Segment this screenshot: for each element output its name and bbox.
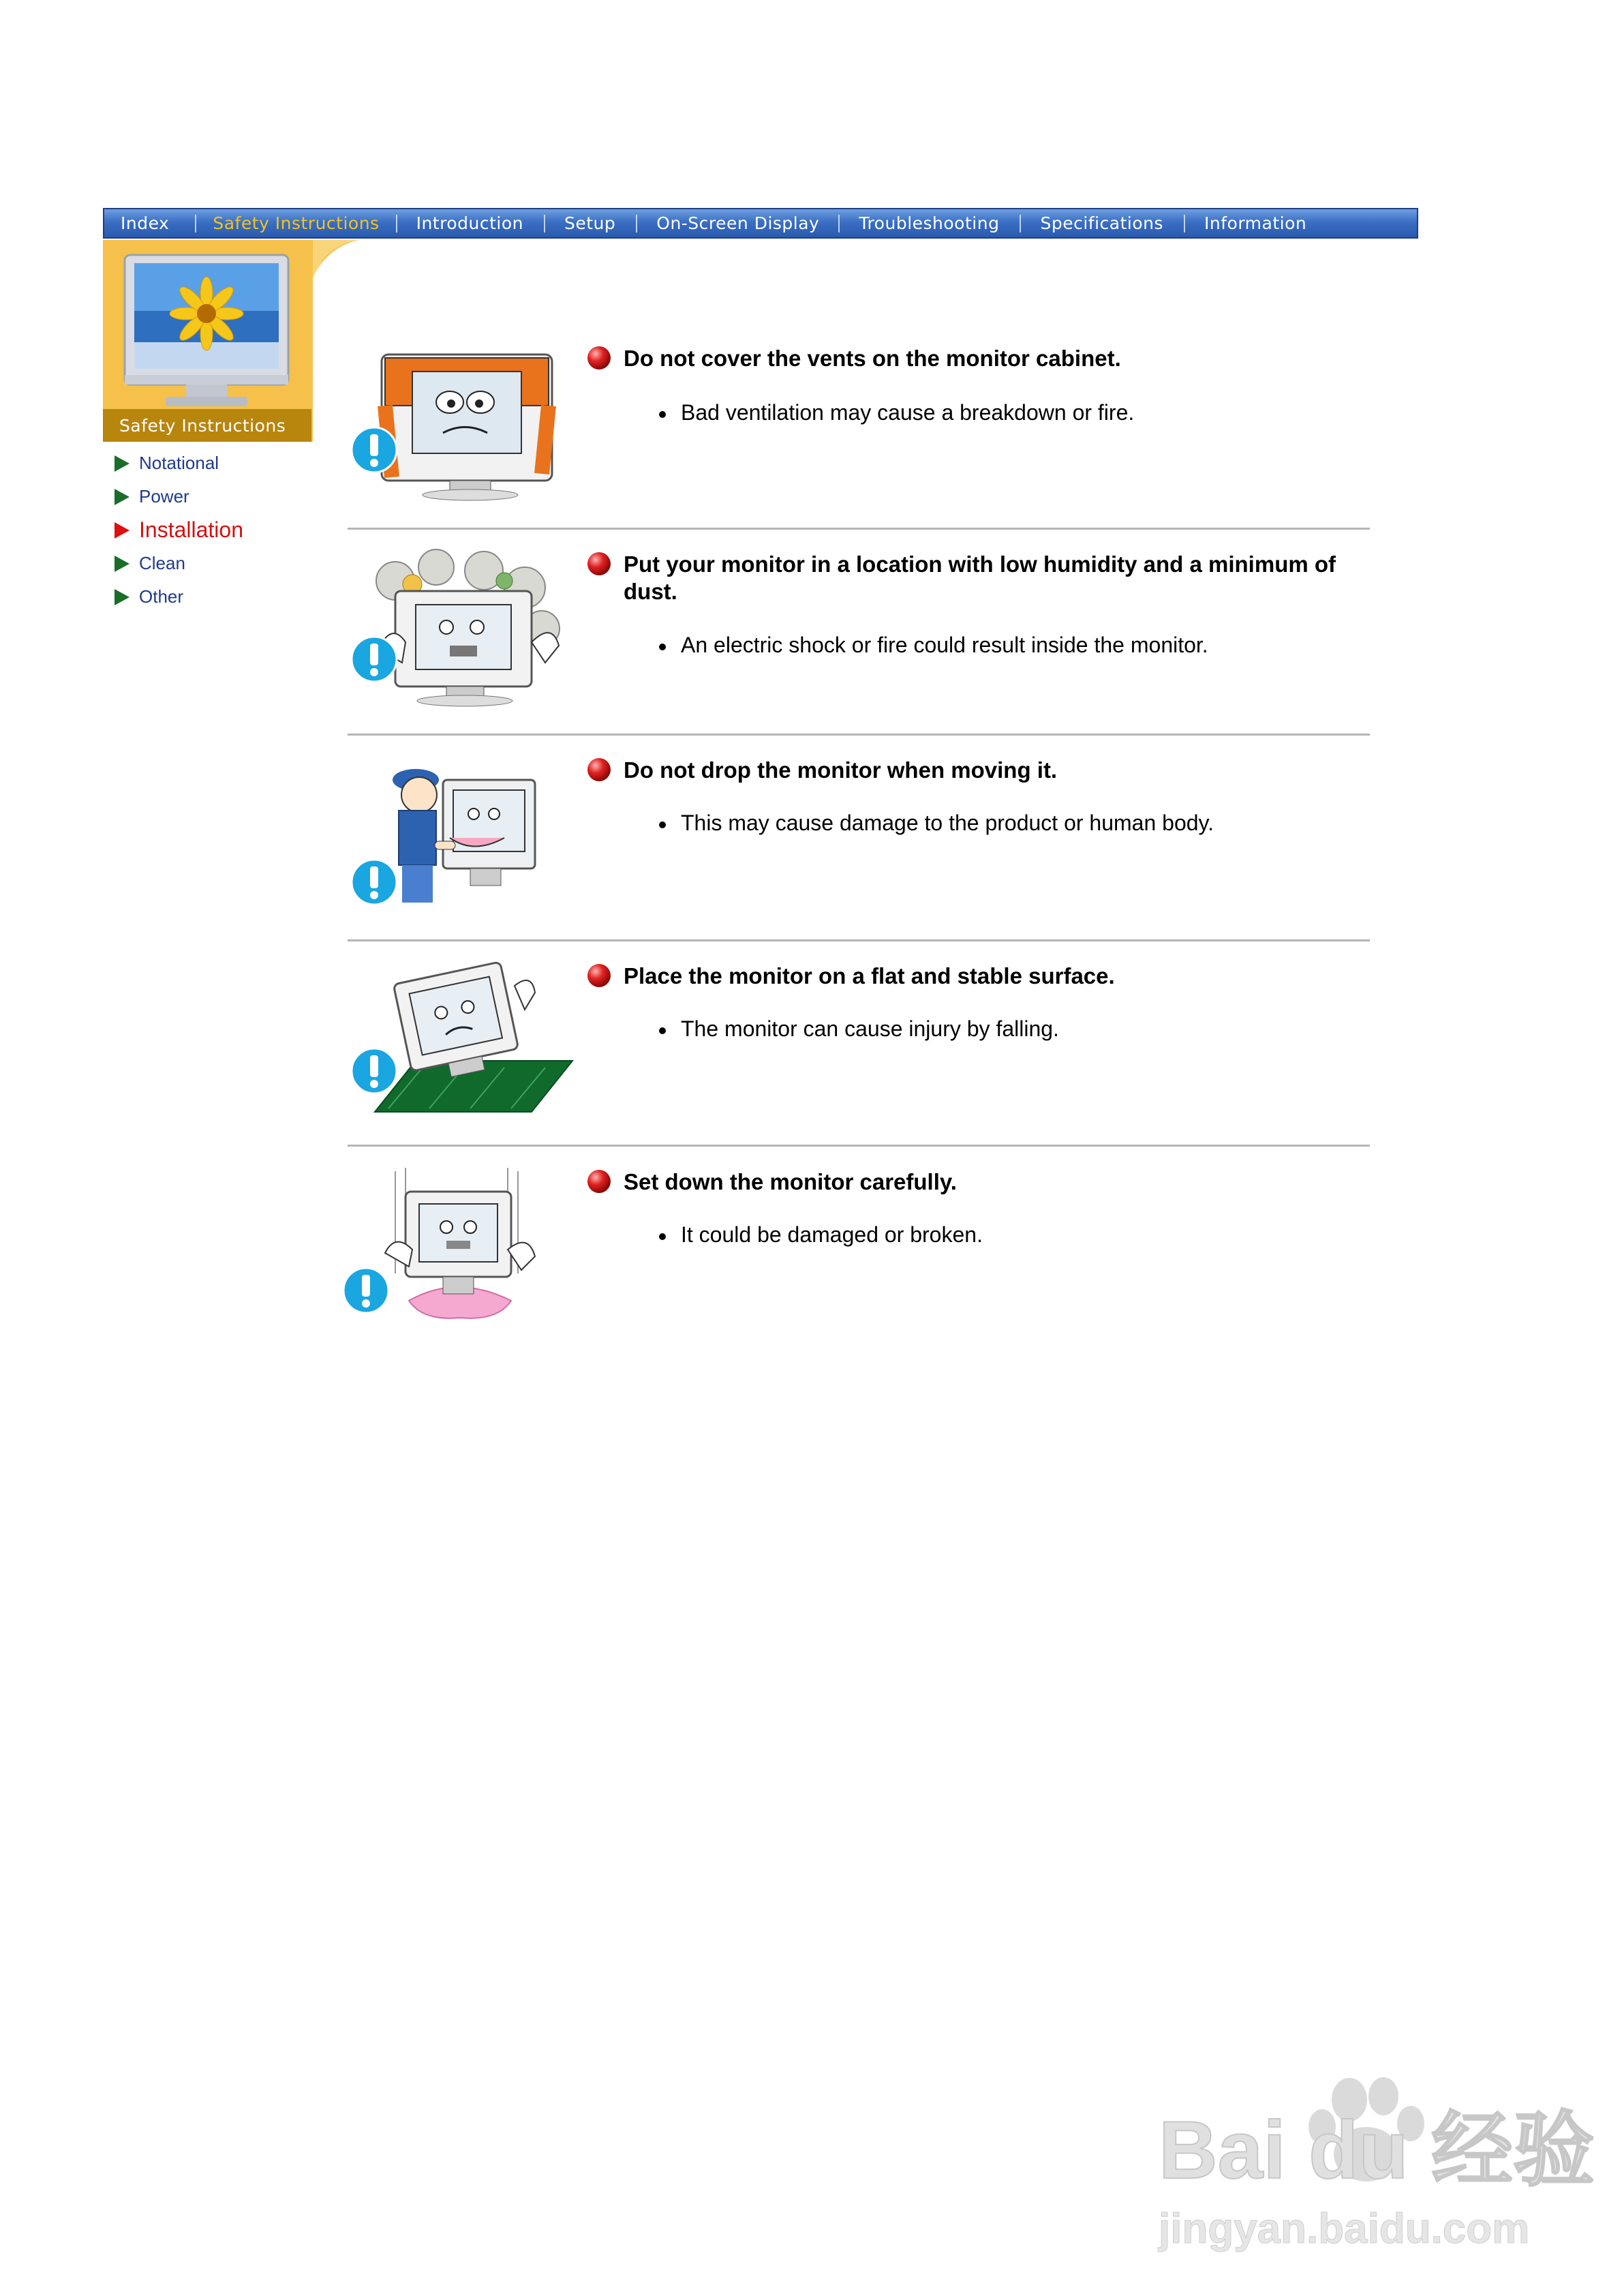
watermark-brand: Bai du 经验 (1159, 2104, 1595, 2196)
watermark-url: jingyan.baidu.com (1159, 2205, 1530, 2252)
nav-troubleshooting[interactable]: Troubleshooting (859, 213, 1000, 233)
warning-exclamation-icon (350, 1047, 398, 1095)
section-divider (348, 1145, 1370, 1147)
safety-item-note-text: It could be damaged or broken. (681, 1222, 983, 1247)
bullet-dot-icon (659, 411, 666, 418)
red-bullet-icon (587, 552, 611, 575)
safety-item-note (659, 809, 1214, 836)
sidebar-menu (114, 447, 243, 614)
top-navigation-bar (103, 208, 1418, 239)
nav-separator (544, 215, 545, 232)
nav-setup[interactable]: Setup (564, 213, 616, 233)
triangle-right-icon (114, 489, 129, 505)
safety-item-note (659, 631, 1208, 659)
nav-separator (1020, 215, 1021, 232)
safety-item (348, 753, 1370, 923)
flower-icon (170, 277, 243, 350)
triangle-right-icon (114, 455, 129, 472)
warning-exclamation-icon (350, 635, 398, 683)
sidebar-item-installation[interactable] (114, 513, 243, 547)
sidebar-item-label: Power (139, 486, 189, 507)
warning-exclamation-icon (350, 858, 398, 906)
safety-item-note (659, 1015, 1059, 1042)
nav-separator (195, 215, 196, 232)
nav-safety-instructions[interactable]: Safety Instructions (213, 213, 380, 233)
triangle-right-icon (114, 556, 129, 572)
safety-item-title: Set down the monitor carefully. (624, 1169, 957, 1194)
nav-index[interactable]: Index (121, 213, 170, 233)
nav-separator (636, 215, 637, 232)
sidebar-caption: Safety Instructions (103, 409, 311, 442)
section-divider (348, 528, 1370, 530)
triangle-right-icon (114, 589, 129, 605)
sidebar-item-power[interactable] (114, 480, 243, 513)
safety-item-title: Do not cover the vents on the monitor cabinet. (624, 346, 1121, 371)
nav-specifications[interactable]: Specifications (1040, 213, 1163, 233)
warning-exclamation-icon (350, 426, 398, 474)
sidebar-item-notational[interactable] (114, 447, 243, 480)
nav-separator (396, 215, 397, 232)
sidebar-item-label: Clean (139, 553, 185, 573)
bullet-dot-icon (659, 821, 666, 828)
section-divider (348, 734, 1370, 736)
red-bullet-icon (587, 1170, 611, 1193)
warning-exclamation-icon (342, 1267, 390, 1314)
bullet-dot-icon (659, 1233, 666, 1240)
sidebar-item-label: Installation (139, 517, 243, 542)
covered-monitor-illustration (348, 341, 579, 501)
safety-item (348, 547, 1370, 717)
safety-item-note (659, 399, 1134, 426)
red-bullet-icon (587, 346, 611, 369)
safety-item-note-text: This may cause damage to the product or human body. (681, 811, 1214, 835)
safety-item-note-text: Bad ventilation may cause a breakdown or fire. (681, 400, 1135, 425)
safety-item-title: Do not drop the monitor when moving it. (624, 757, 1058, 783)
nav-on-screen-display[interactable]: On-Screen Display (656, 213, 820, 233)
safety-item-title: Put your monitor in a location with low humidity and a minimum of dust. (624, 552, 1336, 604)
nav-separator (838, 215, 840, 232)
nav-separator (1184, 215, 1185, 232)
sidebar-item-clean[interactable] (114, 547, 243, 580)
section-divider (348, 939, 1370, 941)
nav-information[interactable]: Information (1204, 213, 1307, 233)
safety-item-note (659, 1221, 983, 1248)
safety-item-note-text: An electric shock or fire could result inside the monitor. (681, 633, 1208, 657)
sidebar-item-label: Notational (139, 453, 219, 473)
nav-introduction[interactable]: Introduction (416, 213, 523, 233)
triangle-right-icon (114, 522, 129, 539)
sidebar-item-label: Other (139, 586, 184, 607)
red-bullet-icon (587, 964, 611, 987)
safety-item (348, 1164, 1370, 1335)
safety-item (348, 958, 1370, 1129)
bullet-dot-icon (659, 644, 666, 650)
red-bullet-icon (587, 758, 611, 781)
safety-item (348, 341, 1370, 511)
baidu-jingyan-watermark (1159, 2059, 1595, 2263)
bullet-dot-icon (659, 1027, 666, 1034)
safety-item-note-text: The monitor can cause injury by falling. (681, 1016, 1059, 1041)
sidebar-item-other[interactable] (114, 580, 243, 614)
safety-item-title: Place the monitor on a flat and stable surface. (624, 963, 1115, 988)
